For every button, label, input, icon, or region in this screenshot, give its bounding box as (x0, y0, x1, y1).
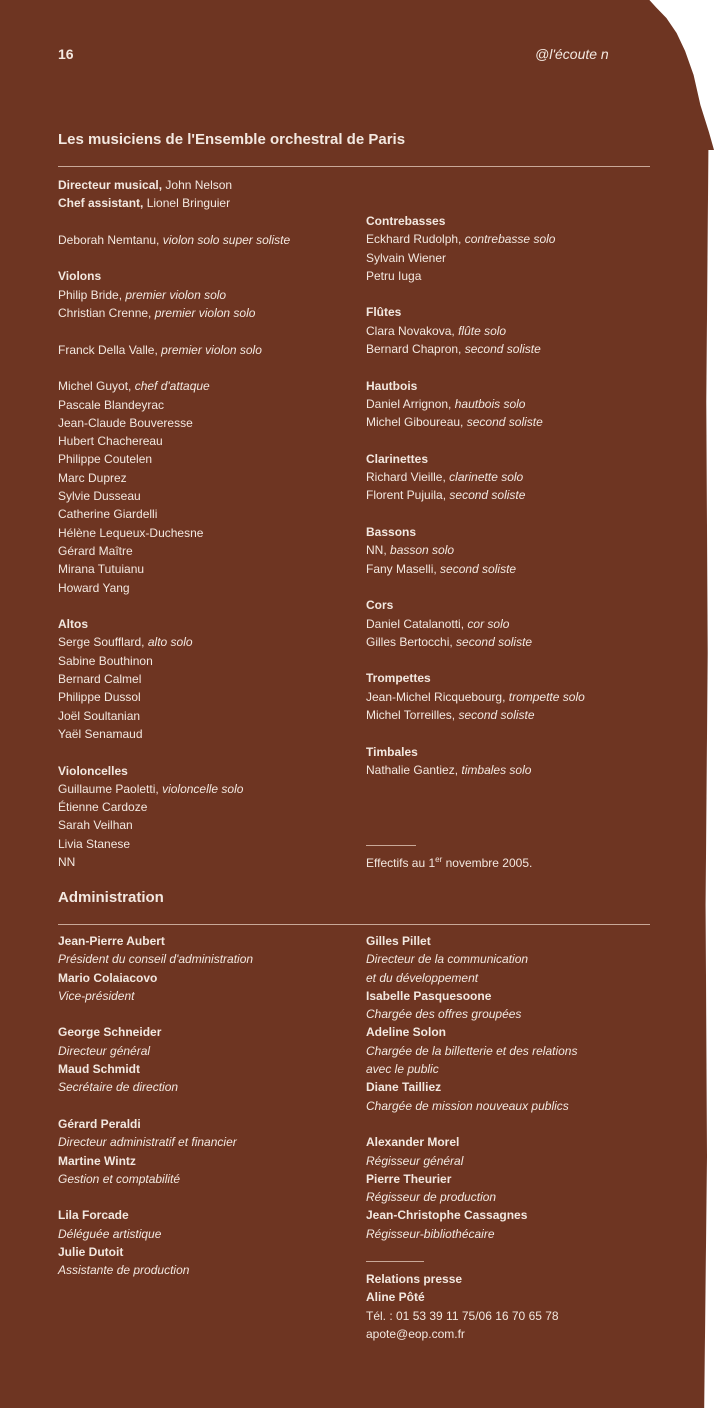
section-title-bassons: Bassons (366, 525, 417, 540)
staff-name: Jean-Christophe Cassagnes (366, 1208, 528, 1223)
staff-name: Gilles Pillet (366, 934, 431, 948)
press-email[interactable]: apote@eop.com.fr (366, 1326, 465, 1341)
staff-role: Gestion et comptabilité (58, 1171, 181, 1186)
list-item: Fany Maselli, second soliste (366, 561, 517, 576)
staff-role: Chargée de mission nouveaux publics (366, 1098, 569, 1113)
section-title-trompettes: Trompettes (366, 671, 431, 686)
staff-role: Déléguée artistique (58, 1226, 162, 1241)
list-item: Christian Crenne, premier violon solo (58, 306, 256, 321)
section-title-clarinettes: Clarinettes (366, 451, 429, 466)
staff-role: Secrétaire de direction (58, 1080, 179, 1095)
staff-role: et du développement (366, 970, 479, 985)
list-item: Mirana Tutuianu (58, 562, 145, 577)
list-item: Richard Vieille, clarinette solo (366, 470, 524, 485)
list-item: Howard Yang (58, 580, 130, 595)
music-director: Directeur musical, John Nelson (58, 178, 233, 192)
list-item: Clara Novakova, flûte solo (366, 323, 507, 338)
assistant-conductor: Chef assistant, Lionel Bringuier (58, 196, 231, 211)
list-item: Étienne Cardoze (58, 800, 148, 815)
torn-edge (700, 150, 714, 1408)
administration-left-column (58, 932, 253, 1280)
press-divider (366, 1261, 424, 1262)
list-item: Daniel Arrignon, hautbois solo (366, 396, 526, 411)
page-number: 16 (58, 46, 74, 62)
effectifs-text: Effectifs au 1er novembre 2005. (366, 855, 533, 870)
staff-name: Pierre Theurier (366, 1171, 452, 1186)
staff-role: Chargée des offres groupées (366, 1007, 522, 1022)
list-item: NN (58, 854, 76, 869)
staff-name: Isabelle Pasquesoone (366, 988, 492, 1003)
staff-role: Régisseur-bibliothécaire (366, 1226, 495, 1241)
list-item: Guillaume Paoletti, violoncelle solo (58, 781, 244, 796)
list-item: Gérard Maître (58, 543, 133, 558)
section-title-cors: Cors (366, 598, 394, 613)
staff-role: Régisseur de production (366, 1190, 497, 1205)
list-item: Petru Iuga (366, 268, 422, 283)
list-item: Florent Pujuila, second soliste (366, 488, 526, 503)
list-item: Hélène Lequeux-Duchesne (58, 525, 204, 540)
staff-role: Président du conseil d'administration (58, 952, 254, 967)
section-title-flutes: Flûtes (366, 305, 402, 320)
note-divider (366, 845, 416, 846)
staff-name: Adeline Solon (366, 1025, 447, 1040)
list-item: Pascale Blandeyrac (58, 397, 165, 412)
list-item: Philip Bride, premier violon solo (58, 287, 227, 302)
staff-role: Directeur général (58, 1043, 151, 1058)
section-title-timbales: Timbales (366, 744, 418, 759)
staff-role: Régisseur général (366, 1153, 464, 1168)
staff-role: Directeur de la communication (366, 952, 529, 967)
staff-name: Alexander Morel (366, 1135, 460, 1150)
staff-name: Gérard Peraldi (58, 1116, 141, 1131)
press-name: Aline Pôté (366, 1290, 425, 1305)
staff-name: Maud Schmidt (58, 1062, 141, 1077)
press-phone: Tél. : 01 53 39 11 75/06 16 70 65 78 (366, 1308, 559, 1323)
running-title: @l'écoute n (535, 46, 609, 62)
staff-role: Vice-président (58, 988, 135, 1003)
musicians-divider (58, 166, 650, 167)
press-contact (366, 1261, 559, 1343)
list-item: Jean-Michel Ricquebourg, trompette solo (366, 689, 585, 704)
list-item: Daniel Catalanotti, cor solo (366, 616, 510, 631)
staff-role: avec le public (366, 1062, 439, 1077)
list-item: Nathalie Gantiez, timbales solo (366, 762, 532, 777)
super-soloist: Deborah Nemtanu, violon solo super soliste (58, 232, 291, 247)
staff-role: Chargée de la billetterie et des relations (366, 1043, 578, 1058)
administration-divider (58, 924, 650, 925)
staff-name: Martine Wintz (58, 1153, 136, 1168)
press-title: Relations presse (366, 1272, 463, 1286)
list-item: Livia Stanese (58, 836, 131, 851)
list-item: Franck Della Valle, premier violon solo (58, 342, 262, 357)
staff-name: Lila Forcade (58, 1208, 129, 1223)
section-title-altos: Altos (58, 617, 88, 632)
list-item: Jean-Claude Bouveresse (58, 415, 193, 430)
musicians-heading: Les musiciens de l'Ensemble orchestral de Paris (58, 131, 406, 148)
torn-corner (544, 0, 714, 150)
list-item: Eckhard Rudolph, contrebasse solo (366, 232, 556, 247)
staff-name: George Schneider (58, 1025, 162, 1040)
staff-name: Diane Tailliez (366, 1080, 442, 1095)
staff-name: Mario Colaiacovo (58, 970, 158, 985)
list-item: Michel Guyot, chef d'attaque (58, 379, 210, 394)
list-item: Sarah Veilhan (58, 818, 133, 833)
list-item: Michel Giboureau, second soliste (366, 415, 543, 430)
list-item: Catherine Giardelli (58, 507, 158, 522)
staff-name: Julie Dutoit (58, 1245, 124, 1260)
staff-role: Assistante de production (58, 1263, 190, 1278)
list-item: Sabine Bouthinon (58, 653, 153, 668)
list-item: Bernard Chapron, second soliste (366, 342, 541, 357)
administration-heading: Administration (58, 889, 164, 906)
section-title-hautbois: Hautbois (366, 378, 418, 393)
list-item: Gilles Bertocchi, second soliste (366, 634, 533, 649)
list-item: Philippe Dussol (58, 690, 141, 705)
section-title-violons: Violons (58, 269, 102, 284)
list-item: Michel Torreilles, second soliste (366, 708, 535, 723)
effectifs-note (366, 845, 532, 872)
administration-right-column (366, 932, 577, 1243)
list-item: Hubert Chachereau (58, 434, 163, 449)
list-item: Yaël Senamaud (58, 726, 143, 741)
list-item: Bernard Calmel (58, 672, 142, 687)
section-title-violoncelles: Violoncelles (58, 763, 128, 778)
list-item: Serge Soufflard, alto solo (58, 635, 193, 650)
musicians-left-column (58, 176, 290, 871)
staff-name: Jean-Pierre Aubert (58, 934, 165, 948)
musicians-right-column (366, 212, 585, 779)
list-item: Joël Soultanian (58, 708, 141, 723)
list-item: Philippe Coutelen (58, 452, 153, 467)
list-item: NN, basson solo (366, 543, 455, 558)
staff-role: Directeur administratif et financier (58, 1135, 237, 1150)
list-item: Sylvie Dusseau (58, 489, 141, 504)
list-item: Sylvain Wiener (366, 250, 447, 265)
section-title-contrebasses: Contrebasses (366, 214, 446, 228)
list-item: Marc Duprez (58, 470, 127, 485)
